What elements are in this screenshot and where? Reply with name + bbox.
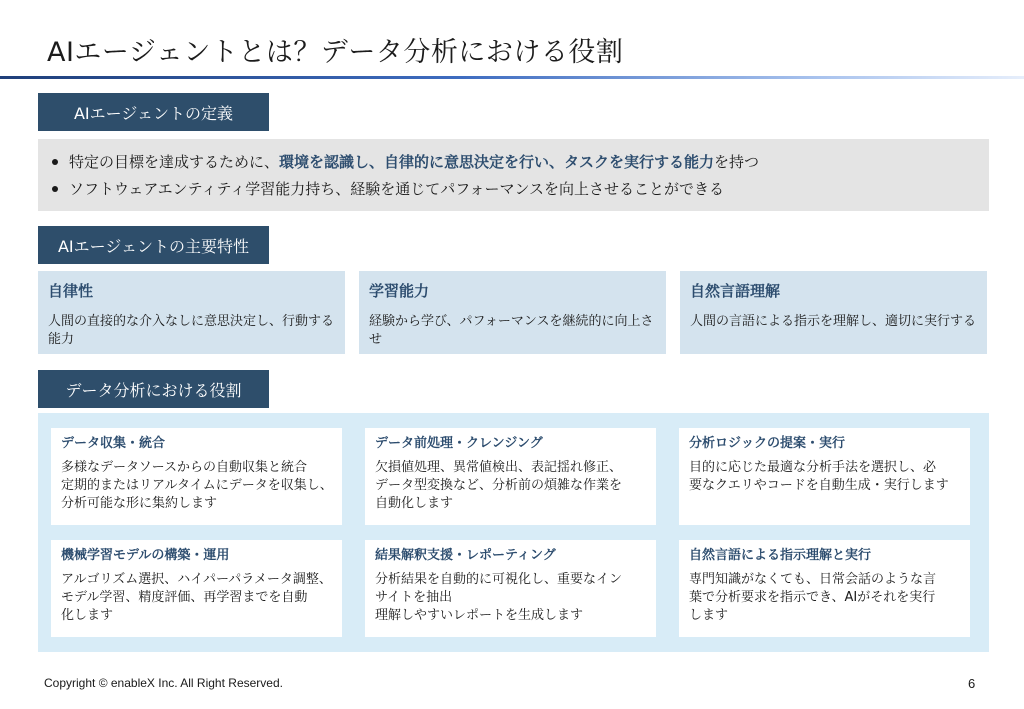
role-desc-line: 目的に応じた最適な分析手法を選択し、必 <box>689 460 937 475</box>
traits-section-label: AIエージェントの主要特性 <box>38 226 269 264</box>
trait-title: 自律性 <box>48 282 94 300</box>
role-card-preprocessing <box>365 428 656 525</box>
role-desc <box>689 571 960 625</box>
role-desc-line: モデル学習、精度評価、再学習までを自動 <box>61 590 308 605</box>
role-desc <box>61 459 332 513</box>
definition-bullet-1 <box>50 148 989 175</box>
role-title: 機械学習モデルの構築・運用 <box>61 548 230 563</box>
role-title: データ前処理・クレンジング <box>375 436 543 451</box>
bullet-icon <box>52 186 58 192</box>
role-card-ml-model <box>51 540 342 637</box>
trait-card-autonomy <box>38 271 345 354</box>
role-desc-line: アルゴリズム選択、ハイパーパラメータ調整、 <box>61 572 332 587</box>
definition-section-label: AIエージェントの定義 <box>38 93 269 131</box>
role-desc <box>689 459 960 495</box>
trait-desc: 人間の直接的な介入なしに意思決定し、行動する能力 <box>48 314 335 347</box>
role-desc-line: 定期的またはリアルタイムにデータを収集し、 <box>61 478 333 493</box>
role-desc <box>375 459 646 513</box>
trait-title: 学習能力 <box>369 282 430 300</box>
role-desc-line: 分析結果を自動的に可視化し、重要なイン <box>375 572 623 587</box>
role-desc-line: 多様なデータソースからの自動収集と統合 <box>61 460 307 475</box>
role-card-reporting <box>365 540 656 637</box>
definition-bullet-1-emphasis: 環境を認識し、自律的に意思決定を行い、タスクを実行する能力 <box>279 153 715 171</box>
role-desc-line: 理解しやすいレポートを生成します <box>375 608 584 623</box>
role-title: 結果解釈支援・レポーティング <box>375 548 556 563</box>
title-divider <box>0 76 1024 79</box>
role-title: 分析ロジックの提案・実行 <box>689 436 846 451</box>
footer-copyright: Copyright © enableX Inc. All Right Reserved. <box>44 676 283 690</box>
trait-desc: 人間の言語による指示を理解し、適切に実行する <box>690 314 977 329</box>
role-desc-line: サイトを抽出 <box>375 590 453 605</box>
trait-title: 自然言語理解 <box>690 282 781 300</box>
definition-bullet-1-pre: 特定の目標を達成するために、 <box>69 153 280 171</box>
page-number: 6 <box>968 676 976 691</box>
role-desc-line: 化します <box>61 608 114 623</box>
roles-section-label: データ分析における役割 <box>38 370 269 408</box>
role-title: 自然言語による指示理解と実行 <box>689 548 872 563</box>
role-desc-line: 自動化します <box>375 496 454 511</box>
bullet-icon <box>52 159 58 165</box>
role-desc-line: 専門知識がなくても、日常会話のような言 <box>689 572 937 587</box>
role-desc-line: 欠損値処理、異常値検出、表記揺れ修正、 <box>375 460 623 475</box>
trait-card-nlu <box>680 271 987 354</box>
definition-bullet-2-text: ソフトウェアエンティティ学習能力持ち、経験を通じてパフォーマンスを向上させることができる <box>69 180 725 198</box>
role-title: データ収集・統合 <box>61 436 166 451</box>
role-desc-line: 葉で分析要求を指示でき、AIがそれを実行 <box>689 590 936 605</box>
definition-box <box>38 139 989 211</box>
role-desc <box>375 571 646 625</box>
definition-bullet-1-post: を持つ <box>714 153 760 171</box>
role-desc <box>61 571 332 625</box>
role-card-data-collection <box>51 428 342 525</box>
definition-bullet-2 <box>50 175 989 202</box>
role-desc-line: 要なクエリやコードを自動生成・実行します <box>689 478 949 493</box>
role-desc-line: データ型変換など、分析前の煩雑な作業を <box>375 478 623 493</box>
role-card-analysis-logic <box>679 428 970 525</box>
role-card-nl-instruction <box>679 540 970 637</box>
page-title: AIエージェントとは？データ分析における役割 <box>47 37 624 68</box>
trait-card-learning <box>359 271 666 354</box>
trait-desc: 経験から学び、パフォーマンスを継続的に向上させ <box>369 314 654 347</box>
roles-panel <box>38 413 989 652</box>
role-desc-line: 分析可能な形に集約します <box>61 496 218 511</box>
role-desc-line: します <box>689 608 729 623</box>
